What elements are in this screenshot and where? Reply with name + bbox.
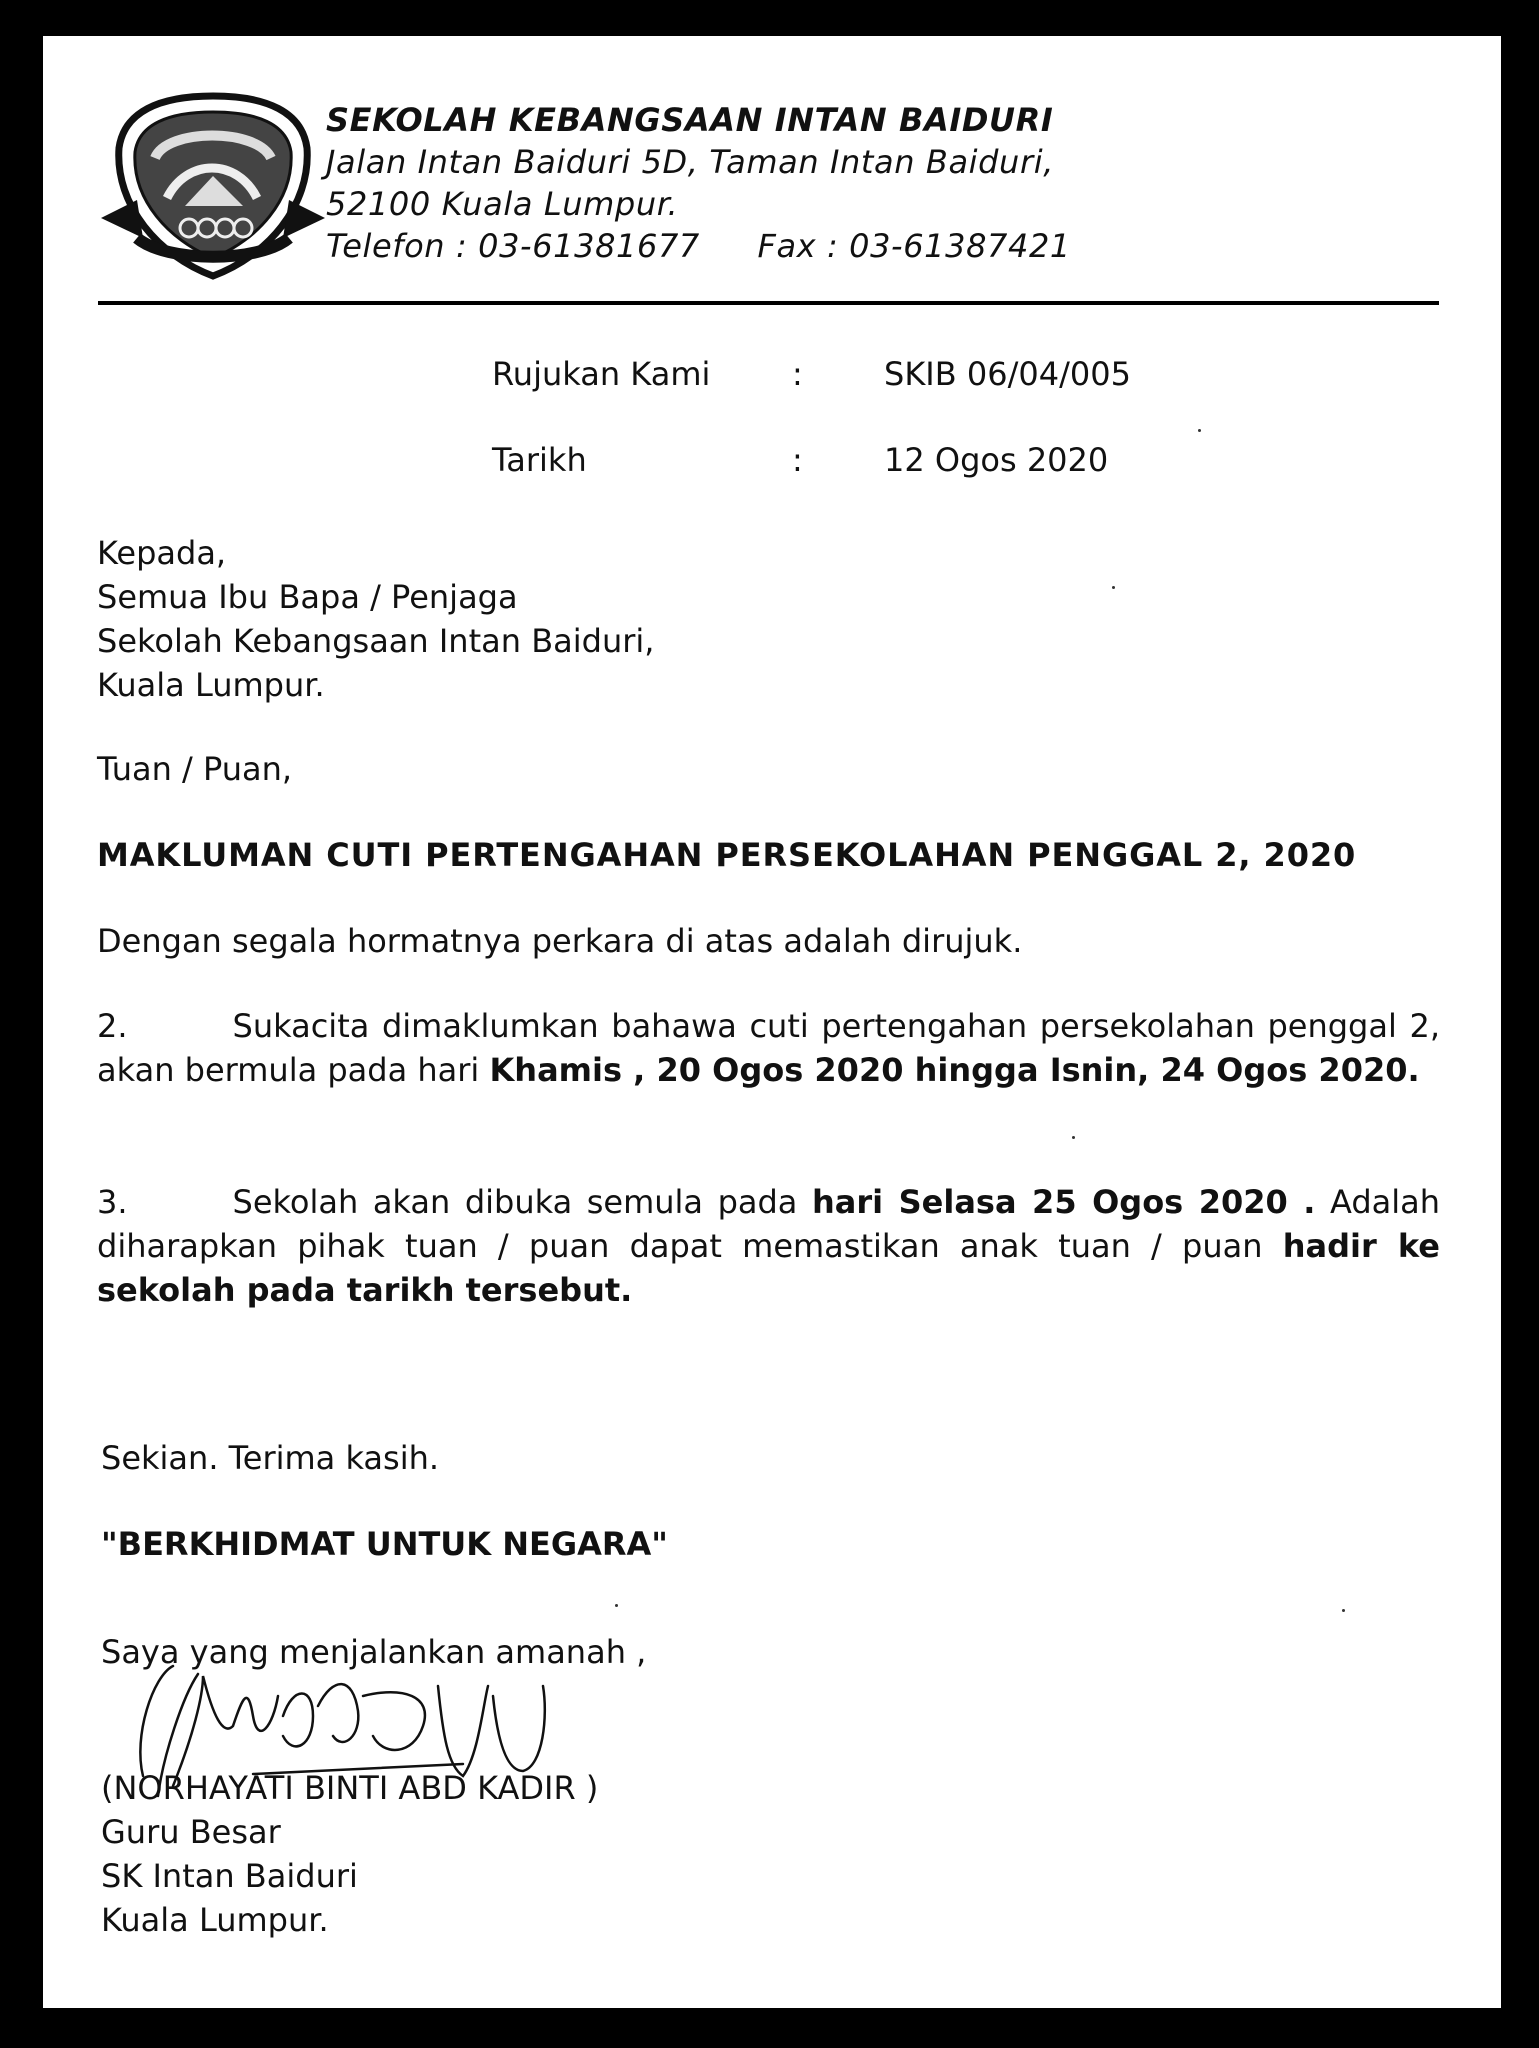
date-label: Tarikh [492, 441, 587, 479]
signatory-name: (NORHAYATI BINTI ABD KADIR ) [101, 1769, 599, 1807]
fax-label: Fax : [757, 227, 839, 265]
school-crest-logo [97, 88, 329, 284]
address-line-1: Jalan Intan Baiduri 5D, Taman Intan Baiduri, [326, 143, 1054, 181]
signatory-title: Guru Besar [101, 1813, 281, 1851]
fax-number: 03-61387421 [849, 227, 1071, 265]
recipient-line-4: Kuala Lumpur. [97, 666, 325, 704]
phone-label: Telefon : [326, 227, 468, 265]
scan-speck [1112, 586, 1115, 589]
subject-heading: MAKLUMAN CUTI PERTENGAHAN PERSEKOLAHAN PENGGAL 2, 2020 [97, 836, 1357, 874]
salutation: Tuan / Puan, [97, 750, 293, 788]
paragraph-3-reopen-date: hari Selasa 25 Ogos 2020 . [811, 1183, 1316, 1221]
opening-sentence: Dengan segala hormatnya perkara di atas adalah dirujuk. [97, 922, 1023, 960]
recipient-line-1: Kepada, [97, 534, 227, 572]
letter-page [43, 36, 1501, 2008]
phone-fax-line [326, 226, 1071, 266]
paragraph-2-text: Sukacita dimaklumkan bahawa cuti pertengahan persekolahan penggal 2, akan bermula pada hari [97, 1007, 1440, 1089]
paragraph-3-attendance: hadir ke sekolah pada tarikh tersebut. [97, 1227, 1441, 1309]
date-value: 12 Ogos 2020 [884, 441, 1109, 479]
date-colon: : [792, 441, 803, 479]
paragraph-3-number: 3. [97, 1183, 128, 1221]
closing-line: Sekian. Terima kasih. [101, 1439, 440, 1477]
scan-speck [1198, 429, 1201, 432]
sign-off-line: Saya yang menjalankan amanah , [101, 1633, 647, 1671]
school-name: SEKOLAH KEBANGSAAN INTAN BAIDURI [326, 101, 1054, 139]
reference-value: SKIB 06/04/005 [884, 355, 1131, 393]
paragraph-2 [97, 1004, 1440, 1092]
paragraph-2-number: 2. [97, 1007, 128, 1045]
scan-speck [1072, 1136, 1075, 1139]
scan-speck [615, 1604, 618, 1607]
reference-label: Rujukan Kami [492, 355, 711, 393]
paragraph-3-text-2: Adalah diharapkan pihak tuan / puan dapat memastikan anak tuan / puan [97, 1183, 1441, 1265]
phone-number: 03-61381677 [478, 227, 700, 265]
signatory-school: SK Intan Baiduri [101, 1857, 358, 1895]
recipient-line-3: Sekolah Kebangsaan Intan Baiduri, [97, 622, 655, 660]
motto: "BERKHIDMAT UNTUK NEGARA" [101, 1525, 668, 1563]
reference-colon: : [792, 355, 803, 393]
paragraph-2-dates: Khamis , 20 Ogos 2020 hingga Isnin, 24 Ogos 2020. [489, 1051, 1420, 1089]
signatory-city: Kuala Lumpur. [101, 1901, 329, 1939]
scan-speck [1342, 1609, 1345, 1612]
header-divider [98, 301, 1439, 305]
recipient-line-2: Semua Ibu Bapa / Penjaga [97, 578, 518, 616]
paragraph-3 [97, 1180, 1440, 1312]
paragraph-3-text-1: Sekolah akan dibuka semula pada [232, 1183, 798, 1221]
address-line-2: 52100 Kuala Lumpur. [326, 185, 679, 223]
